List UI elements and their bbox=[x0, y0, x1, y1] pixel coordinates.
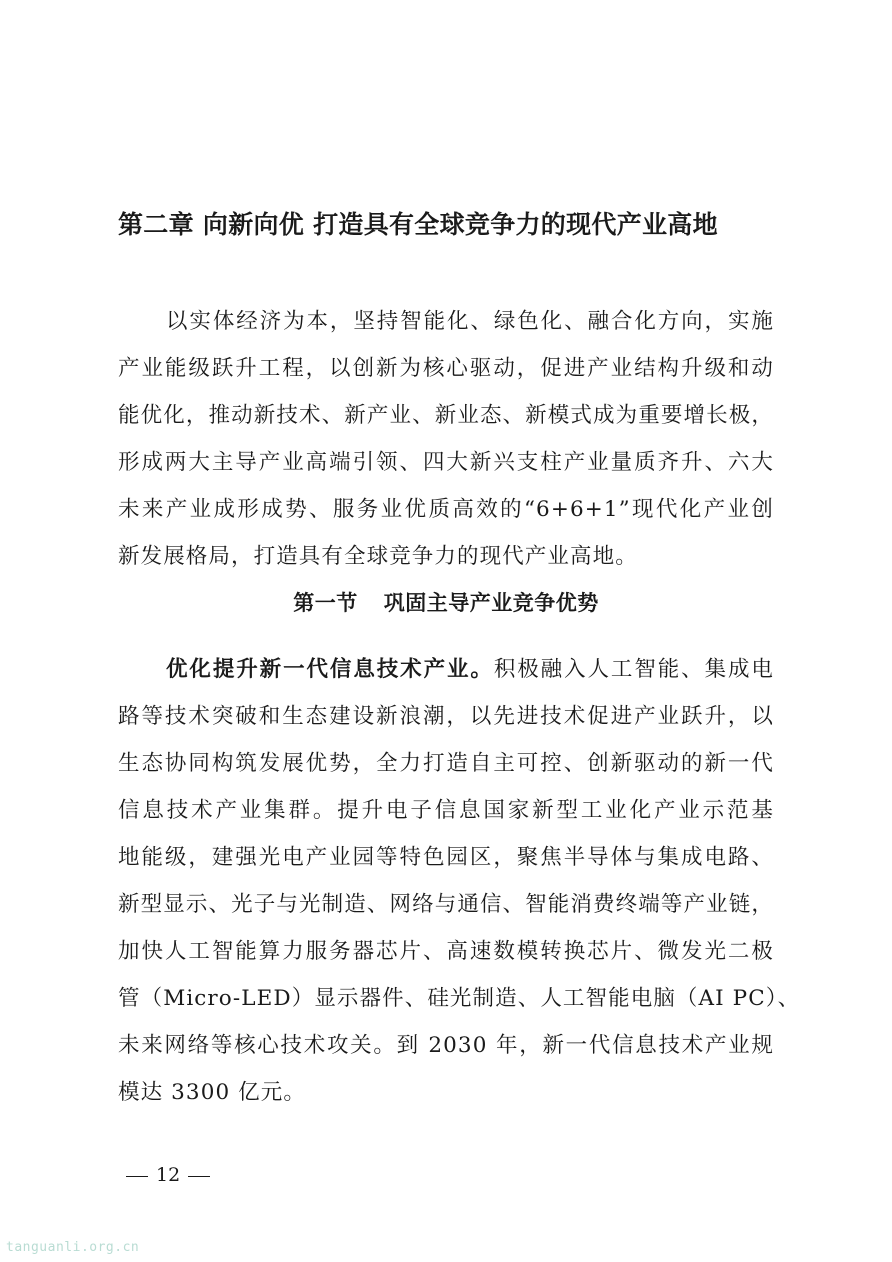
paragraph-line: 未来网络等核心技术攻关。到 2030 年，新一代信息技术产业规 bbox=[118, 1033, 774, 1058]
paragraph-line-text: 积极融入人工智能、集成电 bbox=[493, 657, 775, 682]
paragraph-line: 形成两大主导产业高端引领、四大新兴支柱产业量质齐升、六大 bbox=[118, 450, 774, 475]
intro-paragraph bbox=[118, 298, 774, 580]
paragraph-line: 加快人工智能算力服务器芯片、高速数模转换芯片、微发光二极 bbox=[118, 939, 774, 964]
chapter-title: 第二章 向新向优 打造具有全球竞争力的现代产业高地 bbox=[118, 210, 718, 239]
paragraph-line: 新型显示、光子与光制造、网络与通信、智能消费终端等产业链， bbox=[118, 892, 774, 917]
dash-left bbox=[126, 1176, 148, 1177]
page-number bbox=[118, 1160, 218, 1190]
paragraph-line: 以实体经济为本，坚持智能化、绿色化、融合化方向，实施 bbox=[166, 309, 774, 334]
paragraph-line: 生态协同构筑发展优势，全力打造自主可控、创新驱动的新一代 bbox=[118, 751, 774, 776]
paragraph-line: 新发展格局，打造具有全球竞争力的现代产业高地。 bbox=[118, 544, 638, 569]
watermark: tanguanli.org.cn bbox=[6, 1240, 140, 1255]
section-heading bbox=[0, 583, 892, 623]
dash-right bbox=[188, 1176, 210, 1177]
paragraph-line: 能优化，推动新技术、新产业、新业态、新模式成为重要增长极， bbox=[118, 403, 774, 428]
paragraph-line: 路等技术突破和生态建设新浪潮，以先进技术促进产业跃升，以 bbox=[118, 704, 774, 729]
section-number: 第一节 bbox=[293, 591, 358, 615]
paragraph-line: 模达 3300 亿元。 bbox=[118, 1080, 306, 1105]
body-paragraph bbox=[118, 646, 801, 1116]
paragraph-line: 地能级，建强光电产业园等特色园区，聚焦半导体与集成电路、 bbox=[118, 845, 774, 870]
section-title: 巩固主导产业竞争优势 bbox=[383, 591, 599, 615]
paragraph-line bbox=[118, 646, 774, 693]
paragraph-line: 信息技术产业集群。提升电子信息国家新型工业化产业示范基 bbox=[118, 798, 774, 823]
page-number-text: 12 bbox=[156, 1164, 181, 1186]
paragraph-line: 管（Micro-LED）显示器件、硅光制造、人工智能电脑（AI PC）、 bbox=[118, 986, 801, 1011]
paragraph-line: 产业能级跃升工程，以创新为核心驱动，促进产业结构升级和动 bbox=[118, 356, 774, 381]
paragraph-lead-heading: 优化提升新一代信息技术产业。 bbox=[166, 657, 494, 682]
paragraph-line: 未来产业成形成势、服务业优质高效的“6+6+1”现代化产业创 bbox=[118, 497, 774, 522]
